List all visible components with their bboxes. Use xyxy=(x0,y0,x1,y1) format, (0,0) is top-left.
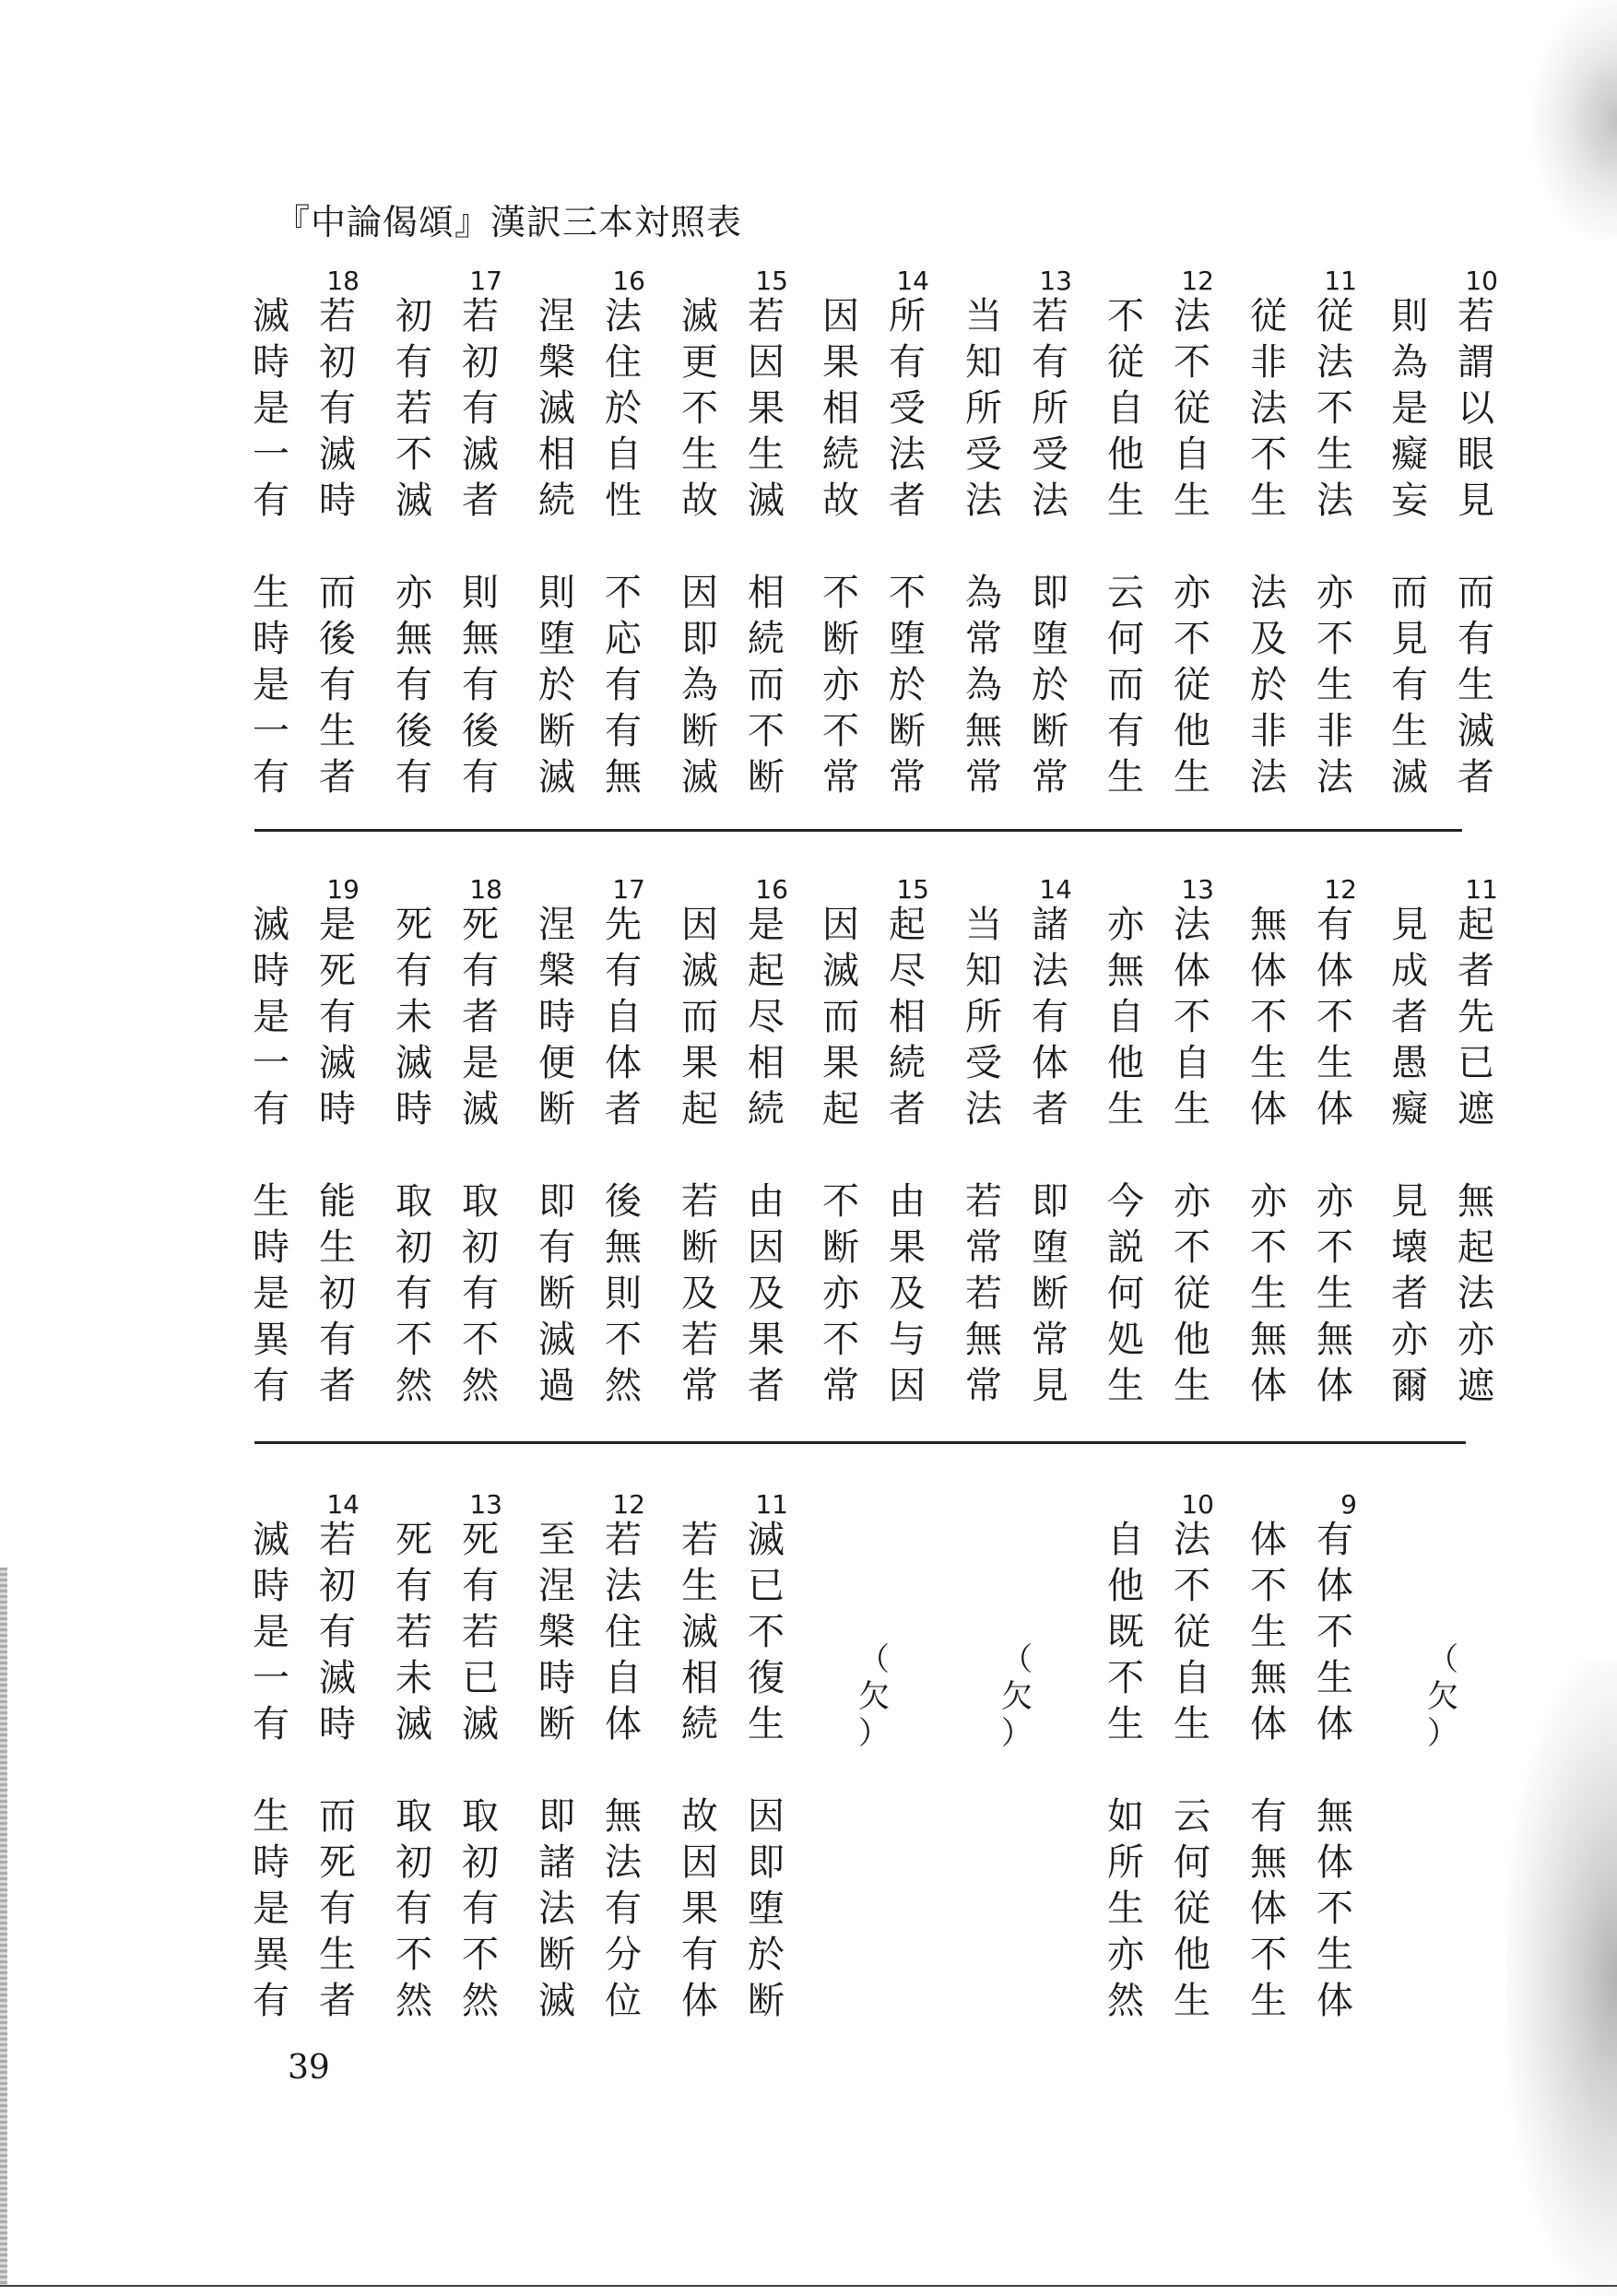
verse-number: 10 xyxy=(1465,266,1498,296)
verse-line: 有 他 xyxy=(1107,710,1210,752)
page-number: 39 xyxy=(288,2049,330,2087)
verse-line: 有 有 xyxy=(395,664,499,706)
verse-line: 初 初 xyxy=(395,1226,499,1269)
verse-line: 有 有 xyxy=(395,756,499,799)
verse-line: 滅 断 xyxy=(681,756,785,799)
verse-line: 亦 他 xyxy=(1107,1934,1210,1976)
verse-line: 者 法 xyxy=(1391,1272,1494,1315)
verse-line: 続 生 xyxy=(681,1703,785,1746)
verse-line: 相 自 xyxy=(538,433,642,476)
verse-line: 生 能 xyxy=(253,1180,356,1223)
verse-line: 果 続 xyxy=(822,1042,926,1084)
verse-number: 13 xyxy=(1039,266,1072,296)
verse-line: 法 亦 xyxy=(1250,572,1353,614)
verse-line: 諸 法 xyxy=(538,1841,642,1884)
verse-line: 未 者 xyxy=(395,996,499,1038)
verse-line: 壊 起 xyxy=(1391,1226,1494,1269)
verse-line: 過 然 xyxy=(538,1365,642,1407)
verse-line: 体 体 xyxy=(1250,950,1353,992)
verse-line: 而 従 xyxy=(1107,664,1210,706)
verse-line: 因 起 xyxy=(822,904,926,946)
verse-line: 従 従 xyxy=(1250,295,1353,337)
verse-line: 槃 有 xyxy=(538,950,642,992)
verse-line: 無 生 xyxy=(1250,1657,1353,1699)
verse-line: 生 生 xyxy=(1250,1272,1353,1315)
verse-line: 異 生 xyxy=(253,1934,356,1976)
verse-line: 有 無 xyxy=(1250,1795,1353,1838)
verse-line: 不 生 xyxy=(1250,433,1353,476)
verse-line: 体 体 xyxy=(1250,1365,1353,1407)
verse-line: 常 堕 xyxy=(965,1226,1068,1269)
verse-line: 因 是 xyxy=(681,904,785,946)
verse-line: 滅 是 xyxy=(253,904,356,946)
verse-number: 12 xyxy=(612,1489,645,1520)
verse-number: 11 xyxy=(755,1489,788,1520)
verse-line: 知 法 xyxy=(965,950,1068,992)
verse-line: 亦 法 xyxy=(1107,904,1210,946)
verse-line: 受 受 xyxy=(965,433,1068,476)
verse-line: 滅 於 xyxy=(538,387,642,430)
verse-line: 相 復 xyxy=(681,1657,785,1699)
verse-line: 不 由 xyxy=(822,1180,926,1223)
verse-line: 無 有 xyxy=(1250,904,1353,946)
verse-line: 滅 若 xyxy=(253,295,356,337)
verse-line: 生 生 xyxy=(681,433,785,476)
verse-line: 取 取 xyxy=(395,1180,499,1223)
verse-line: 亦 亦 xyxy=(1250,1180,1353,1223)
verse-line: 有 生 xyxy=(1391,664,1494,706)
verse-line: 生 従 xyxy=(1107,1888,1210,1930)
verse-line: 体 不 xyxy=(1250,1888,1353,1930)
verse-line: 法 法 xyxy=(1250,756,1353,799)
verse-line: 起 続 xyxy=(681,1088,785,1130)
verse-line: 法 有 xyxy=(538,1888,642,1930)
verse-line: 法 不 xyxy=(1250,387,1353,430)
verse-line: 滅 尽 xyxy=(822,950,926,992)
verse-line: 時 初 xyxy=(253,341,356,384)
verse-line: 無 体 xyxy=(1250,1841,1353,1884)
verse-line: 断 堕 xyxy=(822,618,926,660)
verse-line: 妄 見 xyxy=(1391,479,1494,522)
verse-line: 有 有 xyxy=(395,1272,499,1315)
verse-line: 所 有 xyxy=(965,996,1068,1038)
verse-line: 無 常 xyxy=(965,1319,1068,1361)
verse-line: 生 生 xyxy=(1107,1088,1210,1130)
verse-line: 無 無 xyxy=(1250,1319,1353,1361)
verse-line: 有 時 xyxy=(253,479,356,522)
verse-line: 無 体 xyxy=(1107,950,1210,992)
verse-line: 然 生 xyxy=(1107,1980,1210,2022)
verse-line: 果 相 xyxy=(681,1042,785,1084)
verse-line: 有 有 xyxy=(395,950,499,992)
verse-line: 受 体 xyxy=(965,1042,1068,1084)
verse-line: 是 有 xyxy=(253,664,356,706)
verse-number: 17 xyxy=(612,874,645,905)
verse-line: 常 者 xyxy=(681,1365,785,1407)
verse-line: 而 尽 xyxy=(681,996,785,1038)
verse-line: 槃 住 xyxy=(538,1611,642,1653)
scan-bottom-edge xyxy=(0,2285,1617,2287)
verse-line: 有 無 xyxy=(538,1226,642,1269)
verse-line: 及 及 xyxy=(681,1272,785,1315)
verse-number: 14 xyxy=(896,266,929,296)
verse-line: 是 有 xyxy=(253,387,356,430)
verse-line: 果 堕 xyxy=(681,1888,785,1930)
verse-line: 滅 者 xyxy=(1391,756,1494,799)
verse-line: 即 無 xyxy=(538,1795,642,1838)
verse-line: 若 有 xyxy=(395,387,499,430)
verse-line: 生 生 xyxy=(1107,1703,1210,1746)
verse-number: 18 xyxy=(469,874,502,905)
verse-line: 一 生 xyxy=(253,710,356,752)
verse-line: 滅 位 xyxy=(538,1980,642,2022)
verse-line: 因 即 xyxy=(681,1841,785,1884)
verse-line: 不 不 xyxy=(395,1934,499,1976)
verse-line: 不 法 xyxy=(1107,295,1210,337)
verse-line: 然 然 xyxy=(395,1365,499,1407)
verse-line: 時 生 xyxy=(253,1226,356,1269)
verse-line: 有 有 xyxy=(395,1888,499,1930)
verse-line: 見 有 xyxy=(1391,618,1494,660)
verse-line: 滅 是 xyxy=(395,1042,499,1084)
verse-line: 因 所 xyxy=(822,295,926,337)
verse-line: 者 先 xyxy=(1391,996,1494,1038)
verse-line: 所 所 xyxy=(965,387,1068,430)
verse-line: 不 不 xyxy=(822,572,926,614)
verse-line: 断 体 xyxy=(538,1703,642,1746)
verse-number: 12 xyxy=(1324,874,1357,905)
verse-line: 不 不 xyxy=(1250,1226,1353,1269)
verse-line: 滅 若 xyxy=(253,1519,356,1561)
verse-line: 断 因 xyxy=(681,1226,785,1269)
verse-line: 一 滅 xyxy=(253,1042,356,1084)
verse-line: 時 自 xyxy=(538,1657,642,1699)
verse-line: 続 法 xyxy=(822,433,926,476)
verse-line: 説 不 xyxy=(1107,1226,1210,1269)
verse-line: 是 初 xyxy=(253,1272,356,1315)
verse-line: 生 生 xyxy=(1250,1042,1353,1084)
verse-line: 及 不 xyxy=(1250,618,1353,660)
verse-line: 於 生 xyxy=(1250,664,1353,706)
verse-line: 無 無 xyxy=(395,618,499,660)
verse-line: 断 則 xyxy=(538,1272,642,1315)
verse-line: 断 分 xyxy=(538,1934,642,1976)
verse-line: 非 非 xyxy=(1250,710,1353,752)
verse-line: 自 従 xyxy=(1107,387,1210,430)
verse-line: 而 相 xyxy=(822,996,926,1038)
verse-line: 於 有 xyxy=(538,664,642,706)
verse-line: 生 法 xyxy=(1250,479,1353,522)
verse-line: 法 法 xyxy=(965,479,1068,522)
verse-number: 15 xyxy=(755,266,788,296)
verse-line: 時 滅 xyxy=(395,1088,499,1130)
verse-line: 至 若 xyxy=(538,1519,642,1561)
verse-line: 常 因 xyxy=(822,1365,926,1407)
verse-line: 起 者 xyxy=(822,1088,926,1130)
page-title: 『中論偈頌』漢訳三本対照表 xyxy=(275,202,743,243)
verse-line: 更 因 xyxy=(681,341,785,384)
verse-line: 滅 無 xyxy=(538,756,642,799)
verse-line: 体 体 xyxy=(1250,1703,1353,1746)
verse-line: 為 於 xyxy=(965,664,1068,706)
verse-line: 而 而 xyxy=(1391,572,1494,614)
verse-line: 不 果 xyxy=(681,387,785,430)
verse-line: 時 死 xyxy=(253,950,356,992)
verse-line: 生 而 xyxy=(253,572,356,614)
verse-line: 時 自 xyxy=(538,996,642,1038)
verse-line: 死 死 xyxy=(395,1519,499,1561)
verse-line: 癡 遮 xyxy=(1391,1088,1494,1130)
verse-line: 有 者 xyxy=(253,1980,356,2022)
verse-line: 為 即 xyxy=(965,572,1068,614)
verse-number: 11 xyxy=(1465,874,1498,905)
verse-line: 一 滅 xyxy=(253,433,356,476)
verse-line: 常 常 xyxy=(965,756,1068,799)
verse-line: 他 自 xyxy=(1107,1042,1210,1084)
verse-line: 不 不 xyxy=(395,1319,499,1361)
verse-line: 当 若 xyxy=(965,295,1068,337)
verse-line: 生 不 xyxy=(1250,1611,1353,1653)
verse-line: 不 与 xyxy=(822,1319,926,1361)
verse-line: 若 果 xyxy=(681,1319,785,1361)
verse-line: 生 而 xyxy=(253,1795,356,1838)
verse-line: 異 有 xyxy=(253,1319,356,1361)
verse-line: 処 他 xyxy=(1107,1319,1210,1361)
verse-line: 相 受 xyxy=(822,387,926,430)
verse-line: 他 自 xyxy=(1107,433,1210,476)
verse-line: 今 亦 xyxy=(1107,1180,1210,1223)
verse-line: 如 云 xyxy=(1107,1795,1210,1838)
verse-number: 16 xyxy=(755,874,788,905)
verse-number: 13 xyxy=(469,1489,502,1520)
verse-line: 何 従 xyxy=(1107,1272,1210,1315)
verse-line: 滅 若 xyxy=(681,295,785,337)
verse-line: 断 不 xyxy=(681,710,785,752)
verse-line: 滅 者 xyxy=(395,479,499,522)
verse-line: 涅 先 xyxy=(538,904,642,946)
verse-line: 是 有 xyxy=(253,1611,356,1653)
verse-line: 若 滅 xyxy=(681,1519,785,1561)
verse-line: 不 体 xyxy=(1250,1565,1353,1607)
verse-line: 是 有 xyxy=(253,996,356,1038)
verse-line: 従 不 xyxy=(1107,341,1210,384)
verse-line: 有 有 xyxy=(395,1565,499,1607)
verse-line: 是 有 xyxy=(253,1888,356,1930)
verse-line: 非 法 xyxy=(1250,341,1353,384)
verse-line: 亦 亦 xyxy=(1391,1319,1494,1361)
verse-line: 知 有 xyxy=(965,341,1068,384)
verse-line: 槃 住 xyxy=(538,341,642,384)
verse-line: 成 者 xyxy=(1391,950,1494,992)
verse-line: 滅 不 xyxy=(681,1611,785,1653)
verse-line: 堕 応 xyxy=(538,618,642,660)
verse-line: 滅 起 xyxy=(681,950,785,992)
verse-number: 11 xyxy=(1324,266,1357,296)
verse-line: 未 已 xyxy=(395,1657,499,1699)
verse-line: 体 有 xyxy=(1250,1519,1353,1561)
verse-line: 有 時 xyxy=(253,1703,356,1746)
verse-line: 若 即 xyxy=(965,1180,1068,1223)
verse-line: 不 不 xyxy=(1250,996,1353,1038)
verse-line: 時 後 xyxy=(253,618,356,660)
verse-line: 是 以 xyxy=(1391,387,1494,430)
verse-line: 無 断 xyxy=(965,710,1068,752)
verse-line: 常 常 xyxy=(822,756,926,799)
verse-line: 爾 遮 xyxy=(1391,1365,1494,1407)
verse-line: 自 法 xyxy=(1107,1519,1210,1561)
verse-line: 生 体 xyxy=(1250,1980,1353,2022)
divider-2 xyxy=(254,1441,1466,1444)
verse-line: 不 断 xyxy=(822,710,926,752)
verse-line: 不 自 xyxy=(1107,1657,1210,1699)
verse-line: 体 体 xyxy=(1250,1088,1353,1130)
verse-line: 既 従 xyxy=(1107,1611,1210,1653)
verse-line: 則 若 xyxy=(1391,295,1494,337)
verse-line: 若 若 xyxy=(395,1611,499,1653)
verse-line: 取 取 xyxy=(395,1795,499,1838)
verse-line: 時 死 xyxy=(253,1841,356,1884)
verse-number: 17 xyxy=(469,266,502,296)
missing-verse-mark: （ 欠 ） xyxy=(1001,1641,1033,1752)
verse-number: 15 xyxy=(896,874,929,905)
verse-line: 因 相 xyxy=(681,572,785,614)
verse-line: 生 生 xyxy=(1107,479,1210,522)
verse-number: 12 xyxy=(1181,266,1214,296)
verse-line: 癡 眼 xyxy=(1391,433,1494,476)
verse-line: 他 不 xyxy=(1107,1565,1210,1607)
verse-line: 亦 及 xyxy=(822,1272,926,1315)
verse-line: 一 滅 xyxy=(253,1657,356,1699)
verse-line: 死 死 xyxy=(395,904,499,946)
verse-line: 為 謂 xyxy=(1391,341,1494,384)
verse-line: 則 不 xyxy=(538,572,642,614)
verse-line: 若 由 xyxy=(681,1180,785,1223)
verse-line: 若 断 xyxy=(965,1272,1068,1315)
verse-line: 断 有 xyxy=(538,710,642,752)
verse-line: 生 已 xyxy=(681,1565,785,1607)
verse-line: 亦 於 xyxy=(822,664,926,706)
verse-line: 滅 滅 xyxy=(395,1703,499,1746)
verse-line: 所 何 xyxy=(1107,1841,1210,1884)
verse-line: 生 滅 xyxy=(1391,710,1494,752)
verse-number: 10 xyxy=(1181,1489,1214,1520)
verse-line: 有 初 xyxy=(395,341,499,384)
verse-line: 生 生 xyxy=(1107,1365,1210,1407)
verse-number: 9 xyxy=(1340,1489,1357,1520)
verse-line: 常 見 xyxy=(965,1365,1068,1407)
verse-line: 故 因 xyxy=(681,1795,785,1838)
verse-line: 生 生 xyxy=(1107,756,1210,799)
verse-line: 即 後 xyxy=(538,1180,642,1223)
verse-line: 当 諸 xyxy=(965,904,1068,946)
verse-line: 何 不 xyxy=(1107,618,1210,660)
verse-line: 云 亦 xyxy=(1107,572,1210,614)
verse-line: 滅 不 xyxy=(538,1319,642,1361)
verse-number: 14 xyxy=(326,1489,360,1520)
missing-verse-mark: （ 欠 ） xyxy=(858,1641,890,1752)
verse-number: 19 xyxy=(326,874,360,905)
verse-line: 常 堕 xyxy=(965,618,1068,660)
verse-line: 有 者 xyxy=(253,1365,356,1407)
verse-line: 有 於 xyxy=(681,1934,785,1976)
verse-line: 果 有 xyxy=(822,341,926,384)
verse-line: 不 滅 xyxy=(395,433,499,476)
verse-line: 故 滅 xyxy=(681,479,785,522)
missing-verse-mark: （ 欠 ） xyxy=(1427,1641,1458,1752)
verse-line: 体 断 xyxy=(681,1980,785,2022)
verse-line: 断 果 xyxy=(822,1226,926,1269)
verse-line: 故 者 xyxy=(822,479,926,522)
verse-number: 13 xyxy=(1181,874,1214,905)
verse-line: 後 後 xyxy=(395,710,499,752)
verse-line: 有 時 xyxy=(253,1088,356,1130)
verse-line: 見 無 xyxy=(1391,1180,1494,1223)
verse-number: 18 xyxy=(326,266,360,296)
verse-line: 続 性 xyxy=(538,479,642,522)
verse-line: 不 生 xyxy=(1250,1934,1353,1976)
verse-line: 時 初 xyxy=(253,1565,356,1607)
scan-shadow-top-right xyxy=(1534,0,1617,240)
verse-number: 16 xyxy=(612,266,645,296)
verse-line: 法 者 xyxy=(965,1088,1068,1130)
verse-line: 初 若 xyxy=(395,295,499,337)
verse-line: 愚 已 xyxy=(1391,1042,1494,1084)
verse-line: 即 続 xyxy=(681,618,785,660)
verse-line: 断 者 xyxy=(538,1088,642,1130)
verse-number: 14 xyxy=(1039,874,1072,905)
verse-line: 自 不 xyxy=(1107,996,1210,1038)
verse-line: 涅 法 xyxy=(538,295,642,337)
verse-line: 然 然 xyxy=(395,1980,499,2022)
verse-line: 涅 法 xyxy=(538,1565,642,1607)
verse-line: 為 而 xyxy=(681,664,785,706)
verse-line: 初 初 xyxy=(395,1841,499,1884)
scan-shadow-bottom-right xyxy=(1506,1660,1617,2296)
verse-line: 亦 則 xyxy=(395,572,499,614)
verse-line: 有 者 xyxy=(253,756,356,799)
verse-line: 便 体 xyxy=(538,1042,642,1084)
divider-1 xyxy=(254,829,1462,832)
scan-shadow-left xyxy=(0,1568,7,2287)
verse-line: 見 起 xyxy=(1391,904,1494,946)
